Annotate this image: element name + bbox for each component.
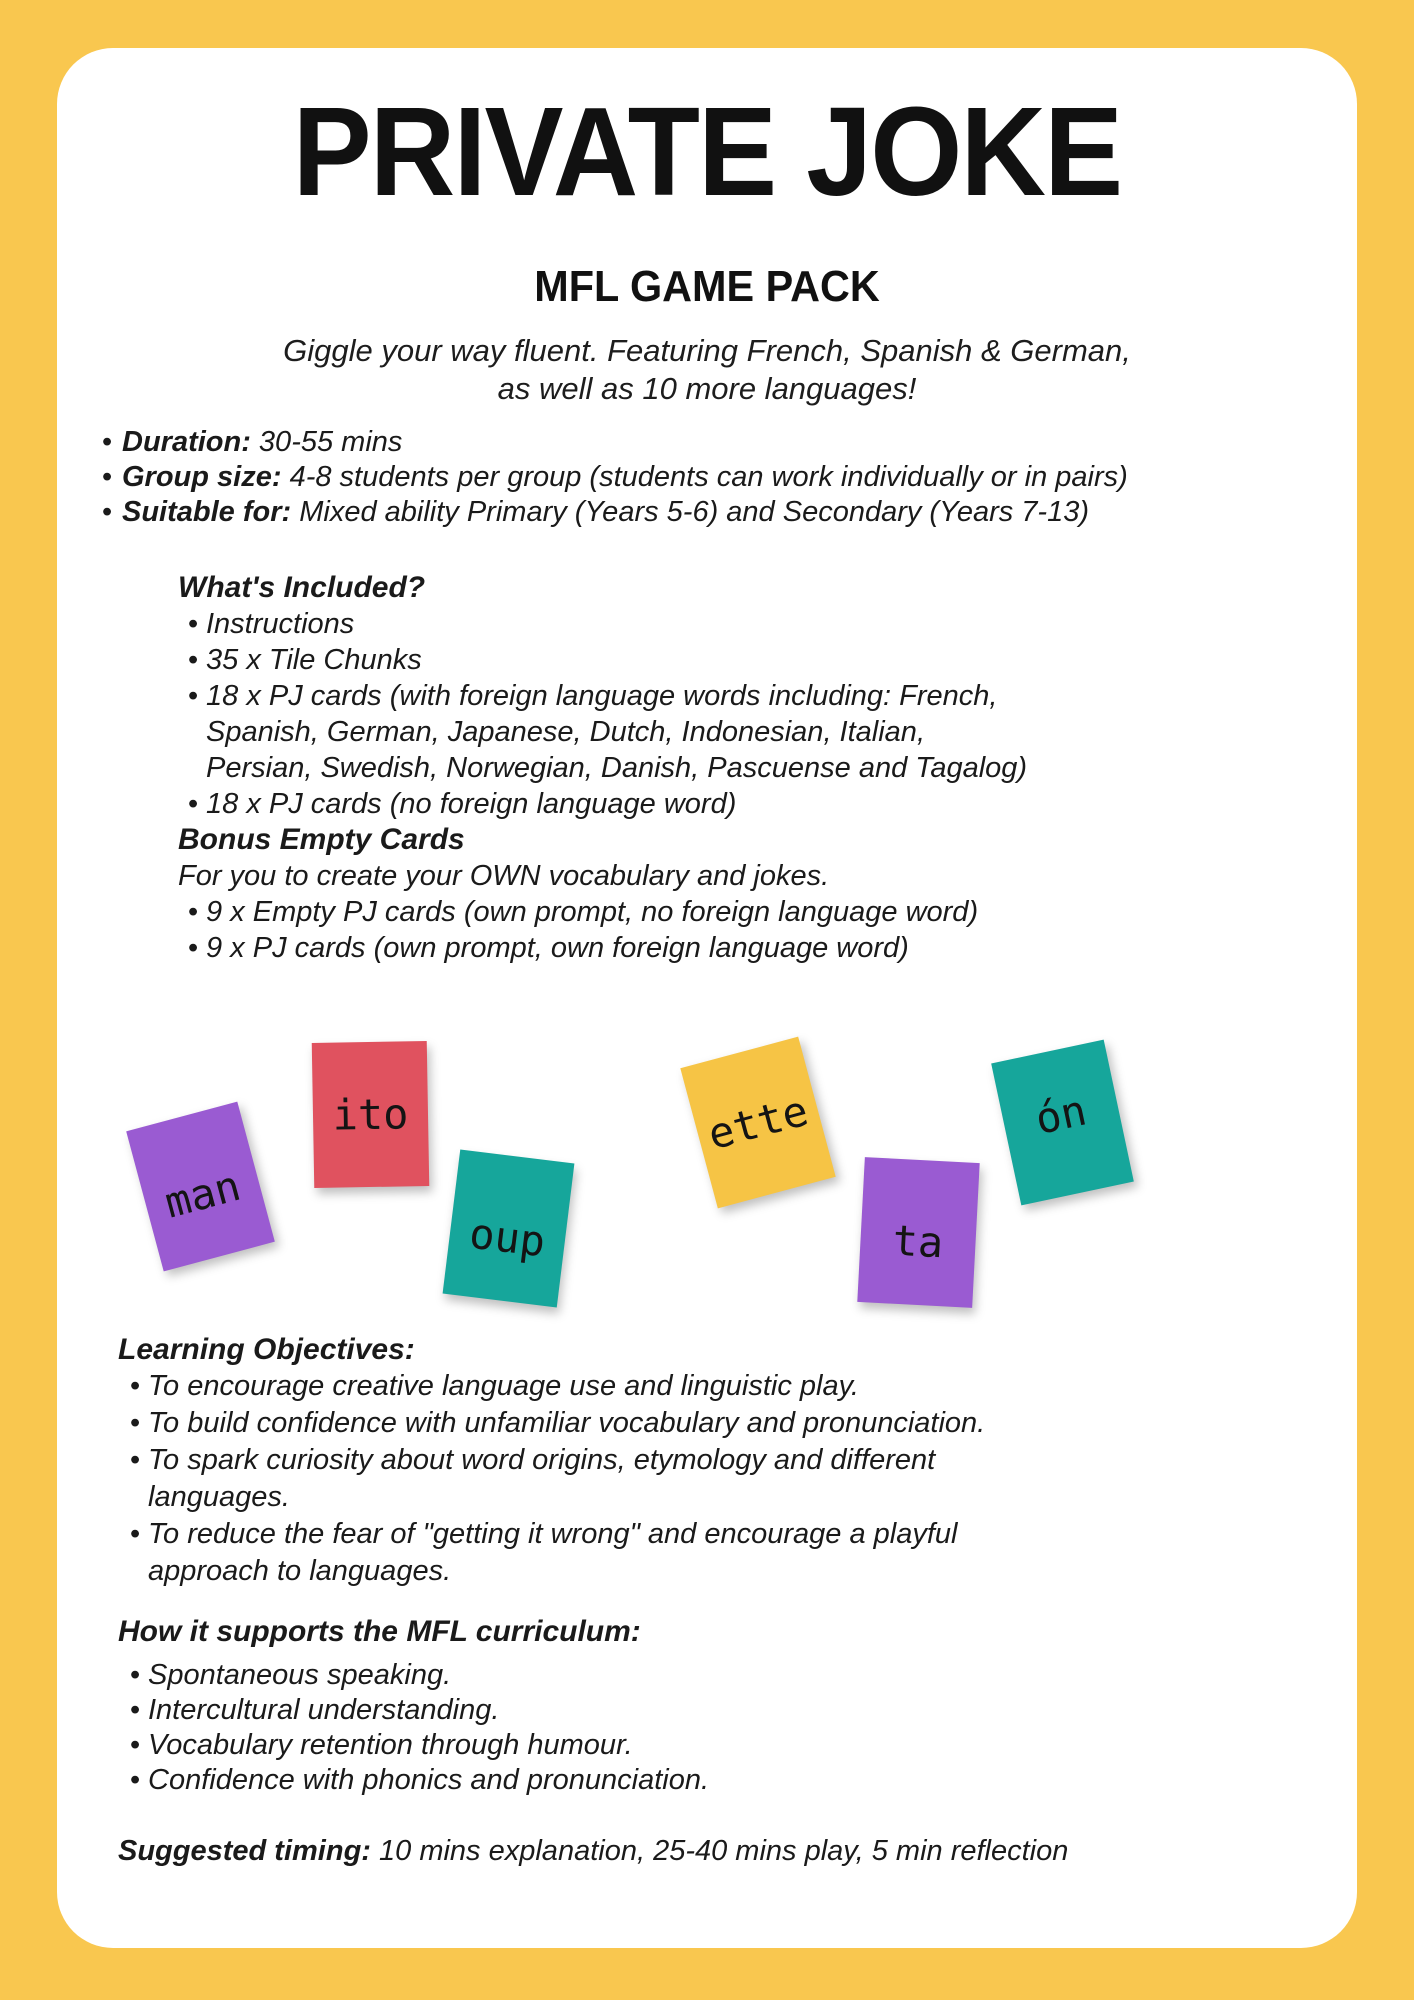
list-item: • 18 x PJ cards (with foreign language words including: French, Spanish, German, Japanese, Dutch, Indonesian, Italian, Persian, Swedish, Norwegian, Danish, Pascuense and Tagalog)	[206, 678, 1027, 786]
list-item: • Spontaneous speaking.	[148, 1658, 709, 1693]
tagline	[57, 332, 1357, 408]
fact-suitable-for	[122, 495, 1128, 530]
whats-included-section	[178, 570, 1027, 966]
tile-chunks-illustration	[57, 1020, 1357, 1350]
list-item: • 18 x PJ cards (no foreign language word)	[206, 786, 1027, 822]
suggested-timing	[118, 1834, 1068, 1869]
mfl-curriculum-section	[118, 1614, 709, 1798]
mfl-curriculum-list	[148, 1658, 709, 1798]
tile-ta: ta	[857, 1157, 979, 1308]
list-item: • Confidence with phonics and pronunciation.	[148, 1763, 709, 1798]
suggested-timing-label: Suggested timing:	[118, 1835, 371, 1867]
fact-duration-label: Duration:	[122, 426, 251, 458]
page-title: PRIVATE JOKE	[292, 81, 1122, 222]
list-item: • 35 x Tile Chunks	[206, 642, 1027, 678]
fact-group-size-value: 4-8 students per group (students can work individually or in pairs)	[281, 461, 1128, 493]
fact-suitable-for-value: Mixed ability Primary (Years 5-6) and Secondary (Years 7-13)	[291, 496, 1089, 528]
whats-included-list	[206, 606, 1027, 822]
learning-objectives-heading: Learning Objectives:	[118, 1333, 415, 1366]
tile-oup: oup	[443, 1150, 575, 1308]
fact-group-size	[122, 460, 1128, 495]
facts-list	[122, 425, 1128, 530]
learning-objectives-list	[148, 1368, 985, 1590]
list-item: • Instructions	[206, 606, 1027, 642]
tile-on: ón	[991, 1040, 1134, 1206]
document-card	[57, 48, 1357, 1948]
mfl-curriculum-heading: How it supports the MFL curriculum:	[118, 1615, 641, 1648]
tile-ito: ito	[312, 1041, 430, 1188]
list-item: • To reduce the fear of "getting it wrong" and encourage a playful approach to languages.	[148, 1516, 985, 1590]
tile-ette: ette	[680, 1037, 835, 1209]
list-item: • 9 x Empty PJ cards (own prompt, no foreign language word)	[206, 894, 1027, 930]
fact-duration-value: 30-55 mins	[250, 426, 403, 458]
learning-objectives-section	[118, 1331, 985, 1590]
tagline-line-1: Giggle your way fluent. Featuring French, Spanish & German,	[283, 333, 1131, 368]
bonus-cards-heading: Bonus Empty Cards	[178, 823, 465, 856]
page-subtitle: MFL GAME PACK	[534, 262, 880, 311]
list-item: • To build confidence with unfamiliar vocabulary and pronunciation.	[148, 1405, 985, 1442]
bonus-cards-list	[206, 894, 1027, 966]
list-item: • To spark curiosity about word origins, etymology and different languages.	[148, 1442, 985, 1516]
bonus-cards-intro: For you to create your OWN vocabulary and jokes.	[178, 860, 830, 892]
list-item: • To encourage creative language use and linguistic play.	[148, 1368, 985, 1405]
tile-man: man	[126, 1102, 275, 1272]
list-item: • 9 x PJ cards (own prompt, own foreign language word)	[206, 930, 1027, 966]
list-item: • Vocabulary retention through humour.	[148, 1728, 709, 1763]
tagline-line-2: as well as 10 more languages!	[497, 371, 917, 406]
fact-duration	[122, 425, 1128, 460]
whats-included-heading: What's Included?	[178, 571, 426, 604]
fact-suitable-for-label: Suitable for:	[122, 496, 292, 528]
suggested-timing-value: 10 mins explanation, 25-40 mins play, 5 min reflection	[370, 1835, 1069, 1867]
fact-group-size-label: Group size:	[122, 461, 282, 493]
list-item: • Intercultural understanding.	[148, 1693, 709, 1728]
